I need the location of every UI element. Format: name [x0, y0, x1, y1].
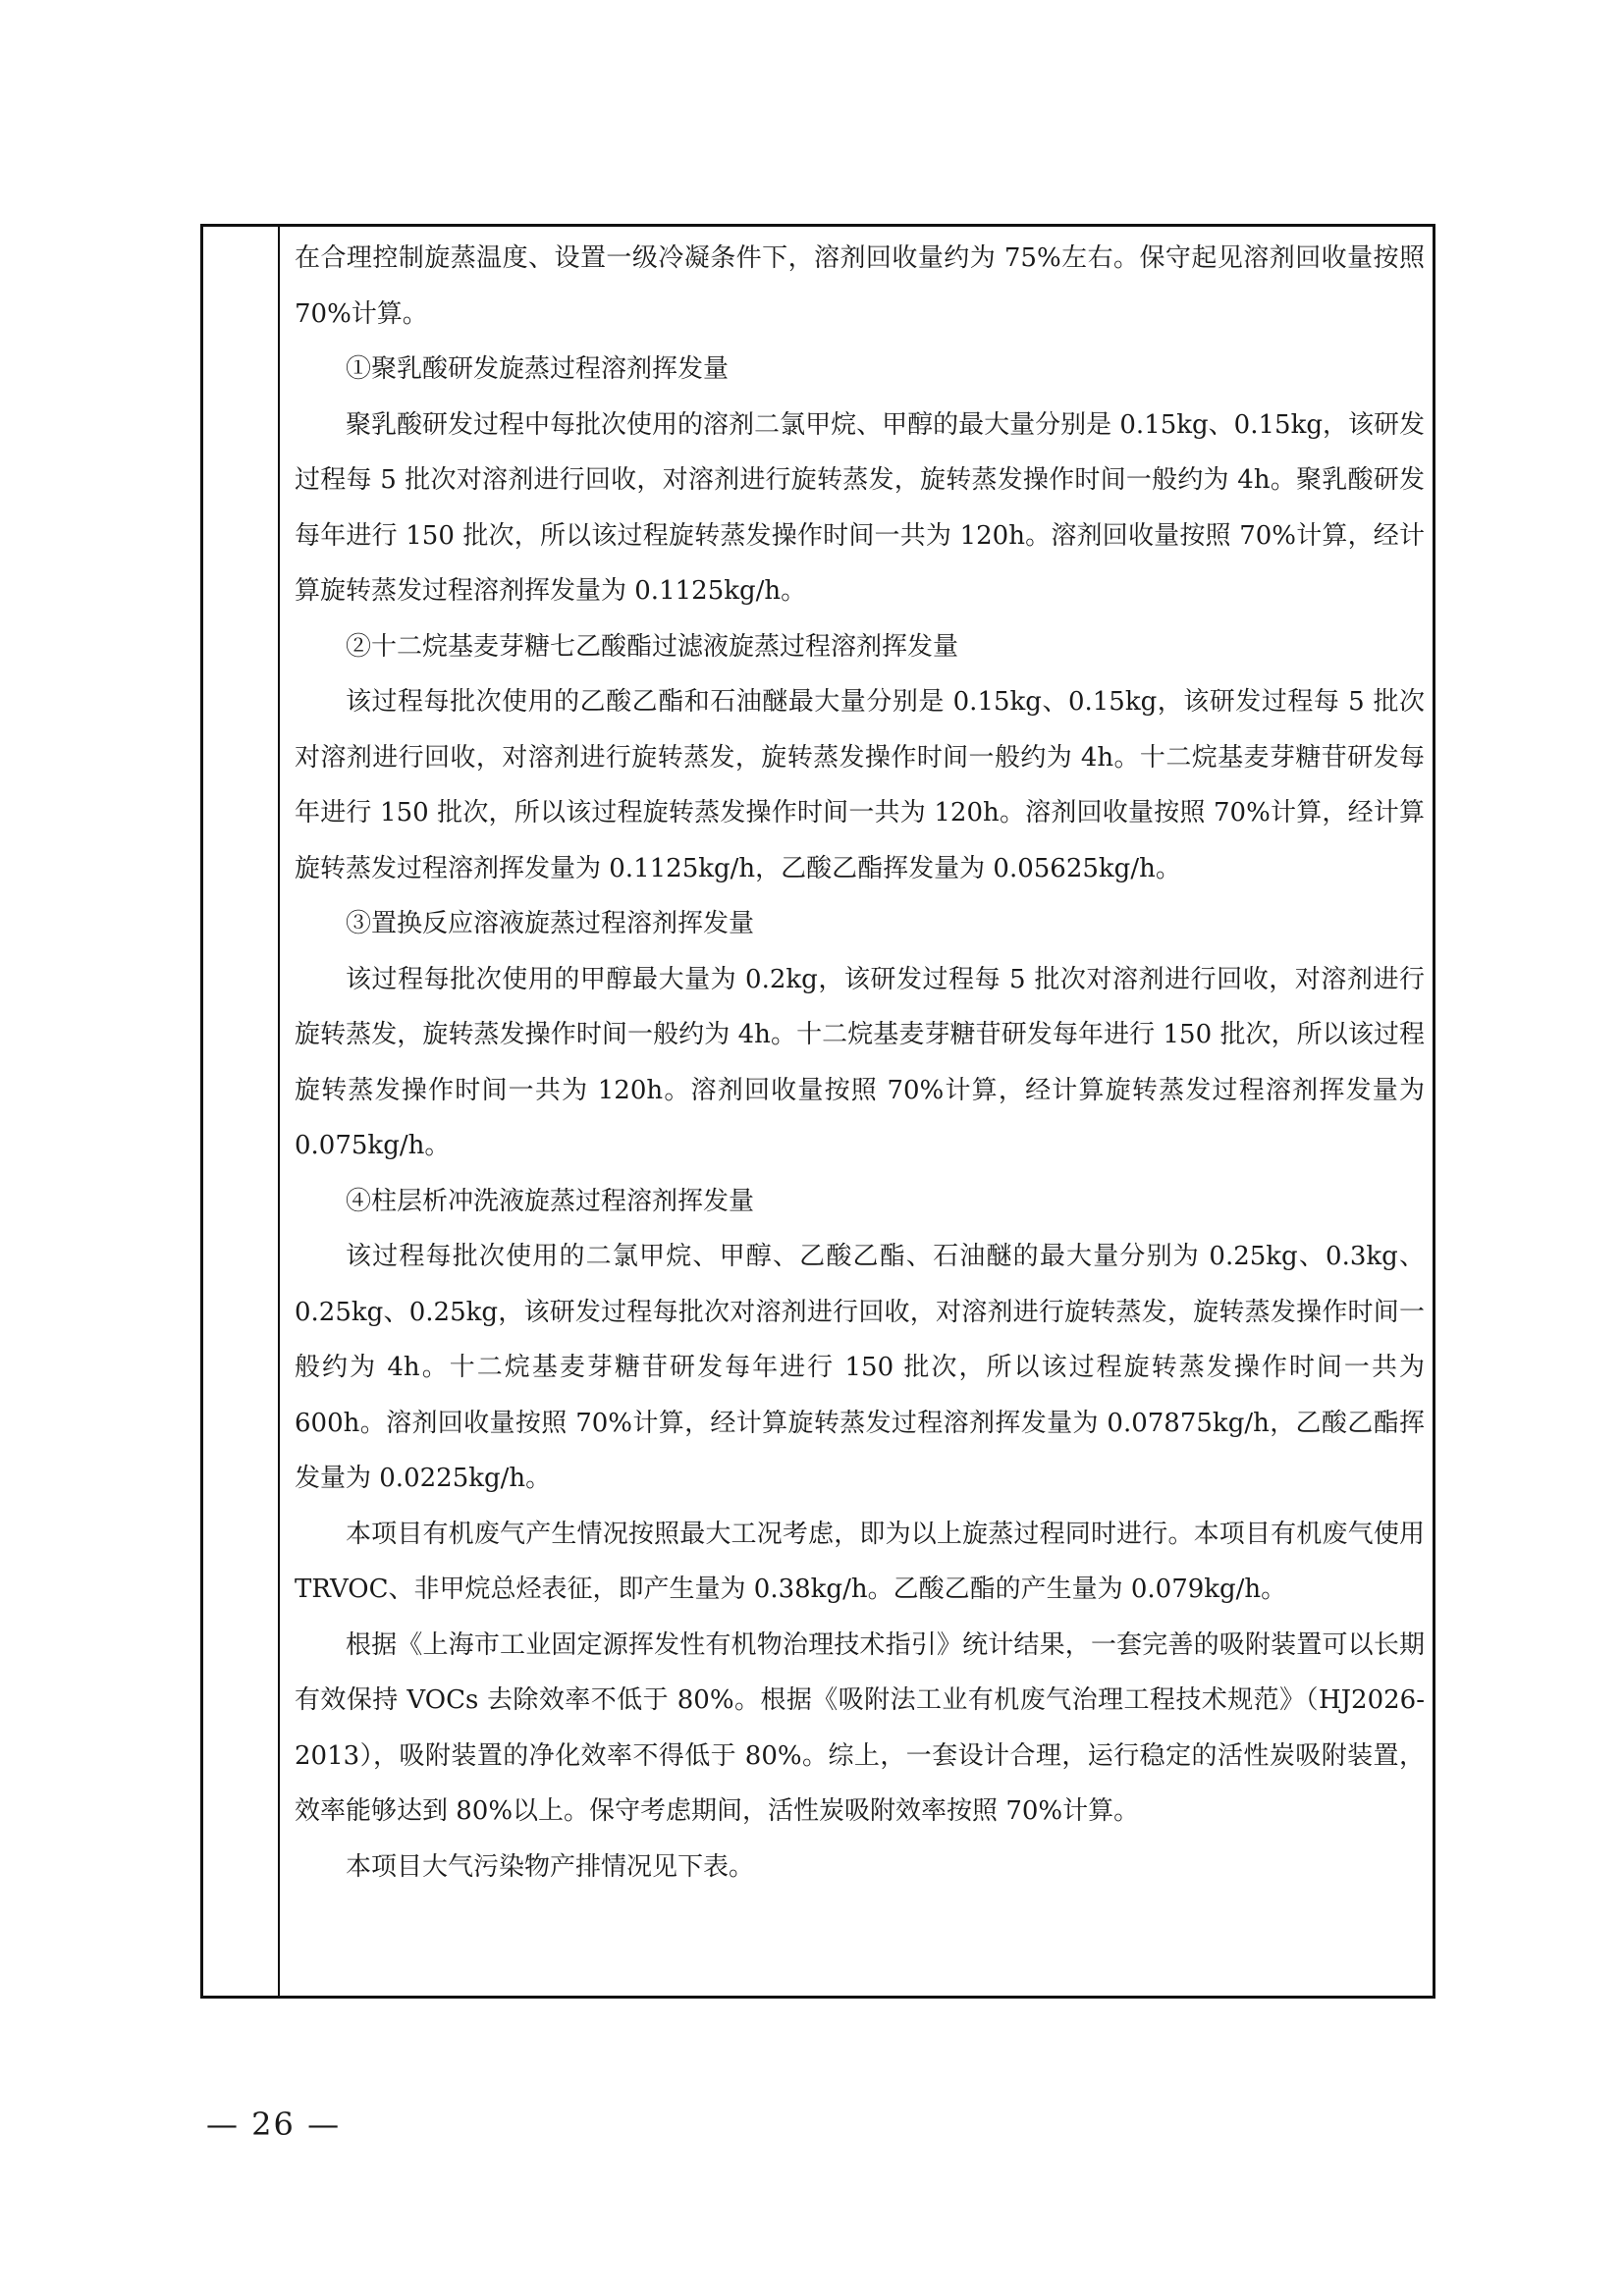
paragraph-column-wash: 该过程每批次使用的二氯甲烷、甲醇、乙酸乙酯、石油醚的最大量分别为 0.25kg、0.3kg、0.25kg、0.25kg，该研发过程每批次对溶剂进行回收，对溶剂进行旋转蒸发，旋转蒸发操作时间一般约为 4h。十二烷基麦芽糖苷研发每年进行 150 批次，所以该过程旋转蒸发操作时间一共为 600h。溶剂回收量按照 70%计算，经计算旋转蒸发过程溶剂挥发量为 0.07875kg/h，乙酸乙酯挥发量为 0.0225kg/h。 [295, 1242, 1425, 1493]
paragraph-table-reference: 本项目大气污染物产排情况见下表。 [346, 1851, 755, 1882]
page-number: — 26 — [206, 2106, 342, 2143]
content-cell [295, 227, 1425, 1895]
heading-maltoside-filtrate: ②十二烷基麦芽糖七乙酸酯过滤液旋蒸过程溶剂挥发量 [346, 631, 959, 662]
heading-column-wash: ④柱层析冲洗液旋蒸过程溶剂挥发量 [346, 1186, 755, 1216]
paragraph-organic-gas-summary: 本项目有机废气产生情况按照最大工况考虑，即为以上旋蒸过程同时进行。本项目有机废气使用 TRVOC、非甲烷总烃表征，即产生量为 0.38kg/h。乙酸乙酯的产生量为 0.079kg/h。 [295, 1519, 1425, 1604]
paragraph-displacement-reaction: 该过程每批次使用的甲醇最大量为 0.2kg，该研发过程每 5 批次对溶剂进行回收，对溶剂进行旋转蒸发，旋转蒸发操作时间一般约为 4h。十二烷基麦芽糖苷研发每年进行 150 批次，所以该过程旋转蒸发操作时间一共为 120h。溶剂回收量按照 70%计算，经计算旋转蒸发过程溶剂挥发量为 0.075kg/h。 [295, 964, 1425, 1160]
content-table-frame [200, 224, 1435, 1999]
heading-pla-evaporation: ①聚乳酸研发旋蒸过程溶剂挥发量 [346, 354, 730, 384]
paragraph-intro: 在合理控制旋蒸温度、设置一级冷凝条件下，溶剂回收量约为 75%左右。保守起见溶剂回收量按照 70%计算。 [295, 243, 1425, 329]
column-divider [278, 227, 280, 1996]
paragraph-maltoside-filtrate: 该过程每批次使用的乙酸乙酯和石油醚最大量分别是 0.15kg、0.15kg，该研发过程每 5 批次对溶剂进行回收，对溶剂进行旋转蒸发，旋转蒸发操作时间一般约为 4h。十二烷基麦芽糖苷研发每年进行 150 批次，所以该过程旋转蒸发操作时间一共为 120h。溶剂回收量按照 70%计算，经计算旋转蒸发过程溶剂挥发量为 0.1125kg/h，乙酸乙酯挥发量为 0.05625kg/h。 [295, 687, 1425, 883]
heading-displacement-reaction: ③置换反应溶液旋蒸过程溶剂挥发量 [346, 909, 755, 938]
paragraph-pla-evaporation: 聚乳酸研发过程中每批次使用的溶剂二氯甲烷、甲醇的最大量分别是 0.15kg、0.15kg，该研发过程每 5 批次对溶剂进行回收，对溶剂进行旋转蒸发，旋转蒸发操作时间一般约为 4h。聚乳酸研发每年进行 150 批次，所以该过程旋转蒸发操作时间一共为 120h。溶剂回收量按照 70%计算，经计算旋转蒸发过程溶剂挥发量为 0.1125kg/h。 [295, 409, 1425, 606]
paragraph-adsorption-efficiency: 根据《上海市工业固定源挥发性有机物治理技术指引》统计结果，一套完善的吸附装置可以长期有效保持 VOCs 去除效率不低于 80%。根据《吸附法工业有机废气治理工程技术规范》（HJ2026-2013），吸附装置的净化效率不得低于 80%。综上，一套设计合理，运行稳定的活性炭吸附装置，效率能够达到 80%以上。保守考虑期间，活性炭吸附效率按照 70%计算。 [295, 1629, 1425, 1826]
